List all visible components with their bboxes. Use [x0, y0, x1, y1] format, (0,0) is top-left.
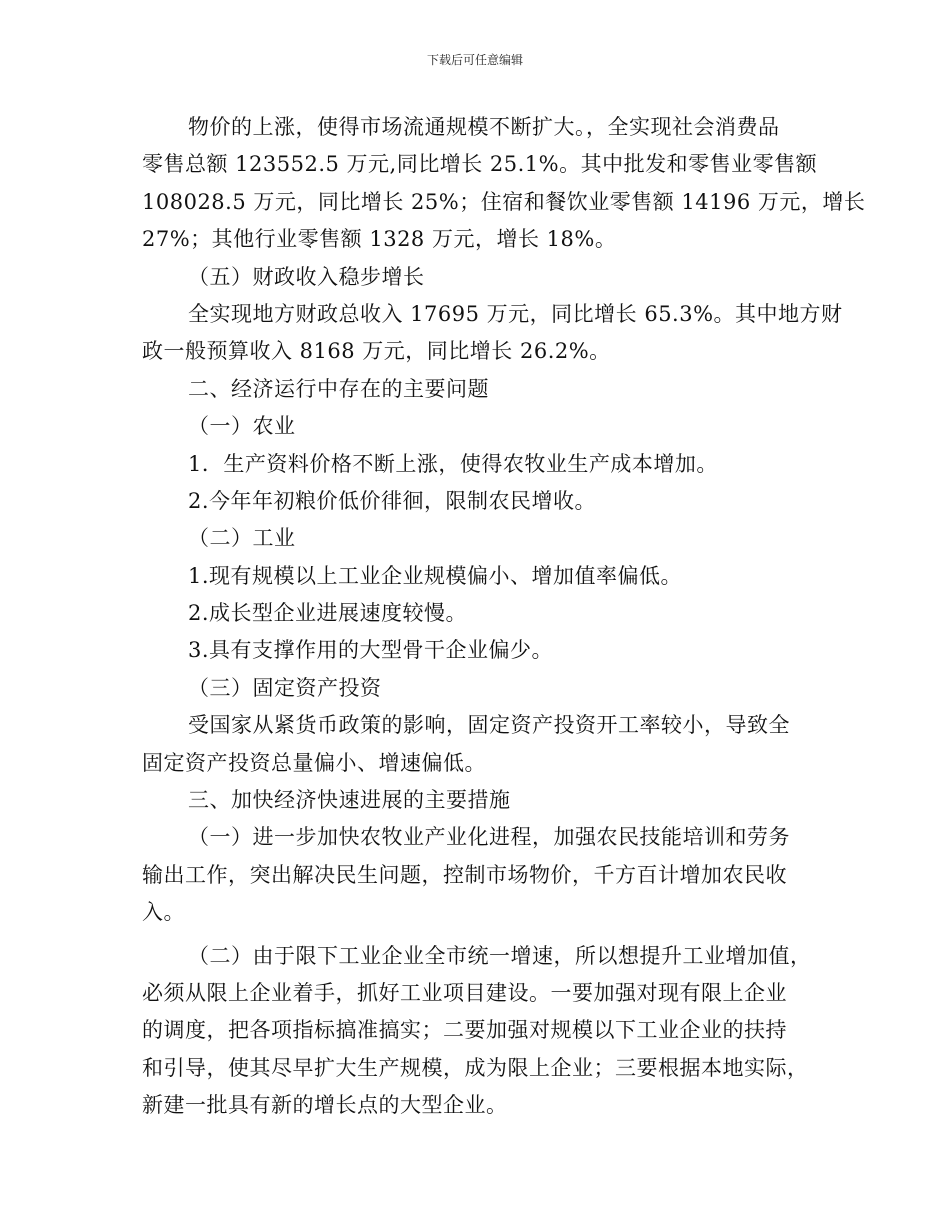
text-line: 入。	[142, 900, 185, 925]
subsection-heading: （一）农业	[188, 414, 296, 439]
text-line: 和引导，使其尽早扩大生产规模，成为限上企业；三要根据本地实际，	[142, 1055, 809, 1080]
subsection-heading: （二）工业	[188, 526, 296, 551]
subsection-heading: （三）固定资产投资	[188, 675, 382, 700]
text-line: 必须从限上企业着手，抓好工业项目建设。一要加强对现有限上企业	[142, 980, 787, 1005]
text-line: 零售总额 123552.5 万元,同比增长 25.1%。其中批发和零售业零售额	[142, 152, 818, 177]
text-line: 固定资产投资总量偏小、增速偏低。	[142, 750, 486, 775]
text-line: 新建一批具有新的增长点的大型企业。	[142, 1093, 508, 1118]
text-line: 受国家从紧货币政策的影响，固定资产投资开工率较小，导致全	[188, 713, 790, 738]
page-header-note: 下载后可任意编辑	[426, 53, 523, 67]
list-item: 2.成长型企业进展速度较慢。	[188, 601, 468, 626]
list-item: 1.现有规模以上工业企业规模偏小、增加值率偏低。	[188, 563, 683, 588]
list-item: 1．生产资料价格不断上涨，使得农牧业生产成本增加。	[188, 451, 718, 476]
text-line: 的调度，把各项指标搞准搞实；二要加强对规模以下工业企业的扶持	[142, 1018, 787, 1043]
list-item: 3.具有支撑作用的大型骨干企业偏少。	[188, 638, 554, 663]
list-item: 2.今年年初粮价低价徘徊，限制农民增收。	[188, 488, 597, 513]
text-line: （二）由于限下工业企业全市统一增速，所以想提升工业增加值，	[188, 943, 812, 968]
text-line: 政一般预算收入 8168 万元，同比增长 26.2%。	[142, 339, 611, 364]
text-line: 27%；其他行业零售额 1328 万元，增长 18%。	[142, 227, 617, 252]
text-line: （一）进一步加快农牧业产业化进程，加强农民技能培训和劳务	[188, 825, 790, 850]
section-heading: 三、加快经济快速进展的主要措施	[188, 788, 511, 813]
section-heading: （五）财政收入稳步增长	[188, 264, 425, 289]
text-line: 全实现地方财政总收入 17695 万元，同比增长 65.3%。其中地方财	[188, 301, 843, 326]
text-line: 输出工作，突出解决民生问题，控制市场物价，千方百计增加农民收	[142, 862, 787, 887]
section-heading: 二、经济运行中存在的主要问题	[188, 376, 489, 401]
text-line: 物价的上涨，使得市场流通规模不断扩大。，全实现社会消费品	[188, 115, 780, 139]
text-line: 108028.5 万元，同比增长 25%；住宿和餐饮业零售额 14196 万元，增长	[142, 189, 866, 214]
document-body	[142, 109, 866, 1125]
